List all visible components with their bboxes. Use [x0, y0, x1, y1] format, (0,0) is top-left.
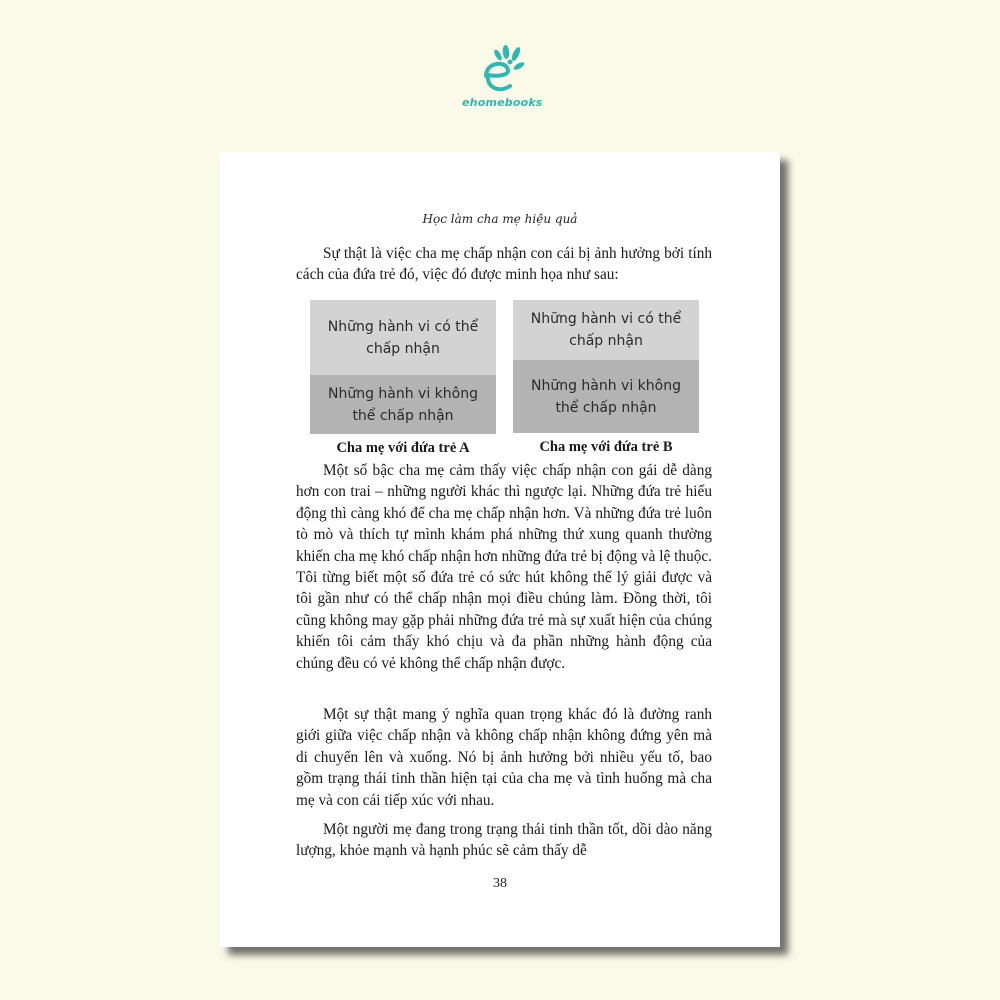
logo-text: ehomebooks — [462, 96, 543, 109]
body-paragraph: Một sự thật mang ý nghĩa quan trọng khác đó là đường ranh giới giữa việc chấp nhận và không chấp nhận không đứng yên mà di chuyển lên và xuống. Nó bị ảnh hưởng bởi nhiều yếu tố, bao gồm trạng thái tinh thần hiện tại của cha mẹ và tình huống mà cha mẹ và con cái tiếp xúc với nhau. — [296, 706, 712, 809]
diagram-child-a — [310, 300, 496, 457]
unacceptable-behaviors-box: Những hành vi không thể chấp nhận — [513, 360, 699, 433]
ehomebooks-logo — [462, 40, 542, 112]
body-paragraph: Một số bậc cha mẹ cảm thấy việc chấp nhận con gái dễ dàng hơn con trai – những người khác thì ngược lại. Những đứa trẻ hiếu động thì càng khó để cha mẹ chấp nhận hơn. Và những đứa trẻ luôn tò mò và thích tự mình khám phá những thứ xung quanh thường khiến cha mẹ khó chấp nhận hơn những đứa trẻ bị động và lệ thuộc. Tôi từng biết một số đứa trẻ có sức hút không thể lý giải được và tôi gần như có thể chấp nhận mọi điều chúng làm. Đồng thời, tôi cũng không may gặp phải những đứa trẻ mà sự xuất hiện của chúng khiến tôi cảm thấy khó chịu và đa phần những hành động của chúng đều có vẻ không thể chấp nhận được. — [296, 462, 712, 672]
book-page — [220, 152, 780, 947]
diagram-caption: Cha mẹ với đứa trẻ A — [336, 440, 470, 456]
running-head: Học làm cha mẹ hiệu quả — [422, 212, 578, 226]
acceptable-behaviors-box: Những hành vi có thể chấp nhận — [513, 300, 699, 360]
diagram-caption: Cha mẹ với đứa trẻ B — [539, 439, 673, 455]
acceptable-behaviors-box: Những hành vi có thể chấp nhận — [310, 300, 496, 375]
diagram-child-b — [513, 300, 699, 456]
unacceptable-behaviors-box: Những hành vi không thể chấp nhận — [310, 375, 496, 434]
dragonfly-e-logo-icon — [472, 40, 532, 98]
body-paragraph: Một người mẹ đang trong trạng thái tinh thần tốt, dồi dào năng lượng, khỏe mạnh và hạnh phúc sẽ cảm thấy dễ — [296, 821, 712, 860]
page-number: 38 — [493, 876, 507, 891]
intro-paragraph: Sự thật là việc cha mẹ chấp nhận con cái bị ảnh hưởng bởi tính cách của đứa trẻ đó, việc đó được minh họa như sau: — [296, 245, 712, 284]
